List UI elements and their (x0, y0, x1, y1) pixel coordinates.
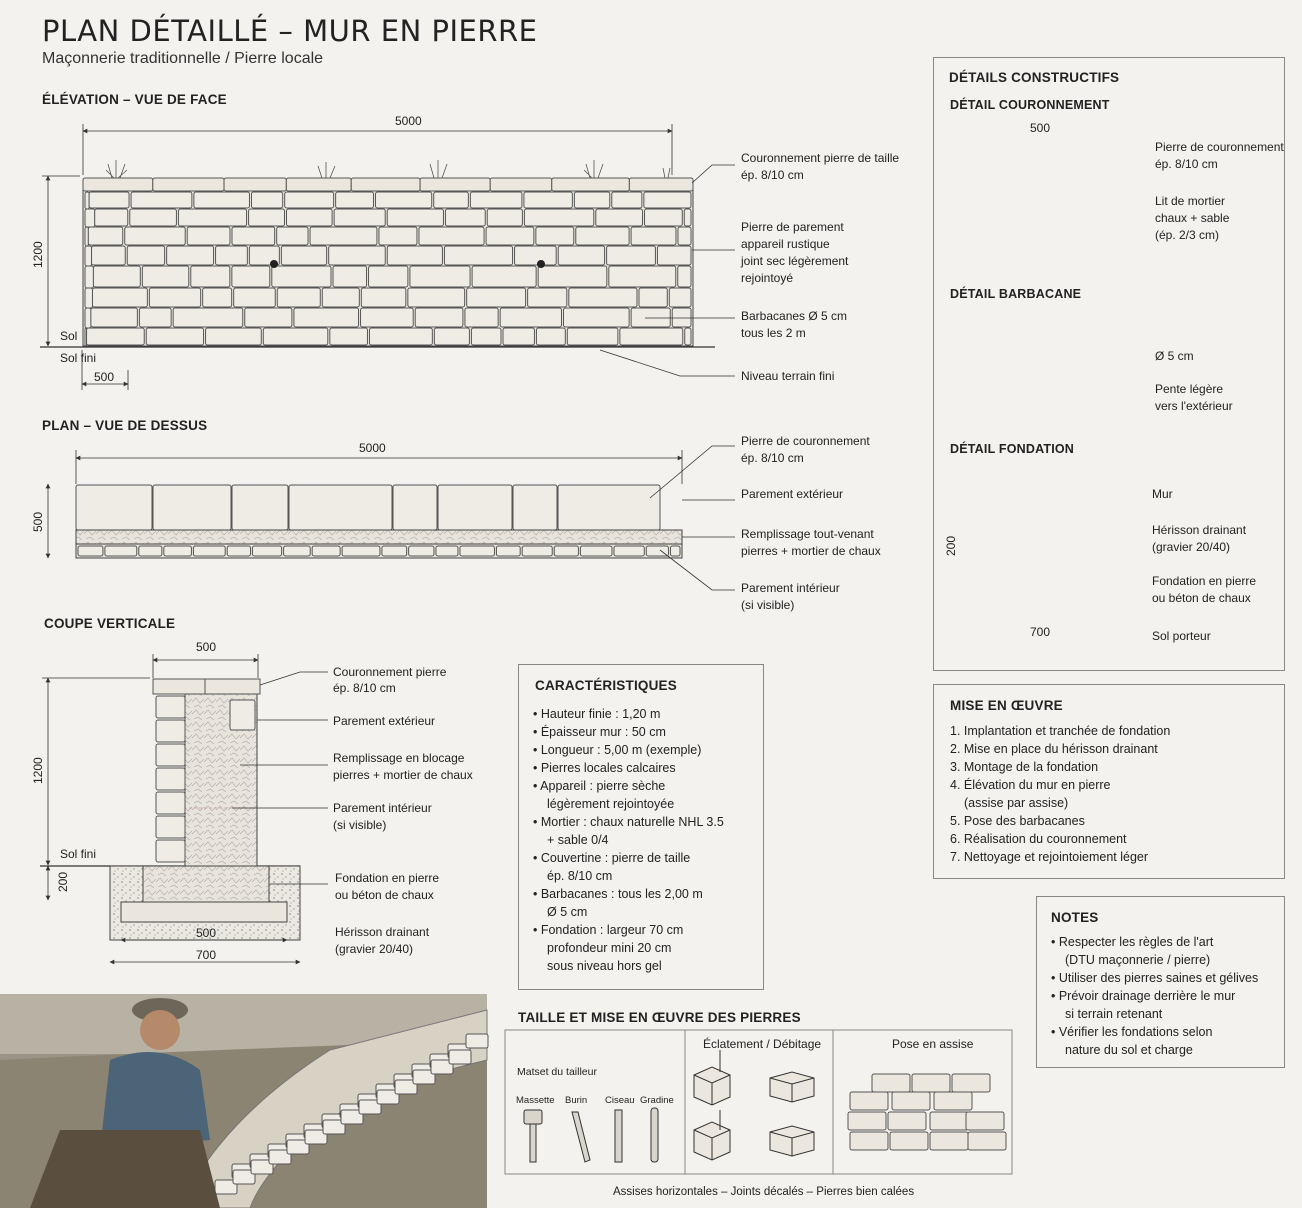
wall-stone (89, 192, 129, 208)
wall-stone (130, 209, 177, 226)
wall-stone (125, 227, 185, 245)
wall-stone (408, 288, 465, 307)
plan-stone (393, 485, 437, 530)
wall-stone (178, 209, 246, 226)
course-stone (968, 1132, 1006, 1150)
wall-stone (85, 209, 95, 227)
detail-coping-label: chaux + sable (1155, 211, 1230, 225)
elevation-dim-length: 5000 (395, 114, 422, 128)
plan-small-stone (580, 546, 612, 556)
wall-stone (471, 328, 501, 345)
elevation-label: Pierre de parement (741, 220, 844, 234)
wall-stone (524, 209, 593, 226)
wall-stone (277, 227, 308, 245)
plan-small-stone (78, 546, 103, 556)
list-item: • Appareil : pierre sèche (533, 779, 666, 793)
wall-stone (669, 288, 691, 307)
detail-foundation-label: Fondation en pierre (1152, 574, 1257, 588)
list-item: • Fondation : largeur 70 cm (533, 923, 684, 937)
wall-stone (536, 328, 565, 345)
elevation-label: rejointoyé (741, 271, 794, 285)
detail-foundation-dim-h: 200 (944, 535, 958, 556)
tool-label: Burin (565, 1095, 588, 1106)
elevation-sol: Sol (60, 329, 78, 343)
list-item: 7. Nettoyage et rejointoiement léger (950, 850, 1149, 864)
wall-stone (415, 308, 463, 327)
list-item: • Vérifier les fondations selon (1051, 1025, 1213, 1039)
page-subtitle: Maçonnerie traditionnelle / Pierre locale (42, 50, 324, 67)
wall-stone (294, 308, 359, 327)
detail-coping-heading: DÉTAIL COURONNEMENT (950, 98, 1110, 112)
wall-stone (329, 246, 386, 265)
wall-stone (245, 308, 292, 327)
stone-work-caption: Assises horizontales – Joints décalés – Pierres bien calées (613, 1186, 915, 1198)
plan-small-stone (496, 546, 520, 556)
wall-stone (310, 227, 377, 245)
wall-stone (149, 288, 200, 307)
wall-stone (191, 266, 230, 287)
wall-stone (612, 192, 642, 208)
wall-stone (139, 308, 171, 327)
plan-small-stone (646, 546, 668, 556)
section-stone (230, 700, 255, 730)
tools-panel-title: Matset du tailleur (517, 1066, 597, 1078)
list-item: 2. Mise en place du hérisson drainant (950, 742, 1158, 756)
wall-stone (330, 328, 368, 345)
wall-stone (567, 328, 618, 345)
plan-small-stone (164, 546, 192, 556)
plan-stone (232, 485, 288, 530)
detail-foundation-dim-w: 700 (1030, 625, 1051, 639)
wall-stone (576, 227, 629, 245)
plan-small-stone (522, 546, 552, 556)
detail-foundation-label: (gravier 20/40) (1152, 540, 1231, 554)
course-stone (850, 1132, 888, 1150)
wall-stone (410, 266, 470, 287)
wall-stone (287, 209, 333, 226)
plan-small-stone (312, 546, 340, 556)
list-item: • Mortier : chaux naturelle NHL 3.5 (533, 815, 724, 829)
wall-stone (85, 288, 93, 308)
coping-stone (552, 178, 630, 191)
plan-small-stone (460, 546, 494, 556)
course-stone (850, 1092, 888, 1110)
coursing-panel-title: Pose en assise (892, 1037, 974, 1051)
wall-stone (369, 266, 408, 287)
elevation-dim-base: 500 (94, 370, 115, 384)
wall-stone (639, 288, 667, 307)
wall-stone (574, 192, 609, 208)
wall-stone (678, 227, 691, 245)
wall-stone (263, 328, 328, 345)
mason-photo (0, 994, 488, 1208)
list-item: (assise par assise) (964, 796, 1069, 810)
section-label: (gravier 20/40) (335, 942, 414, 956)
detail-weephole-heading: DÉTAIL BARBACANE (950, 287, 1082, 301)
wall-stone (596, 209, 643, 226)
plan-label: Parement extérieur (741, 487, 844, 501)
wall-stone (376, 192, 432, 208)
plan-label: (si visible) (741, 598, 795, 612)
plan-small-stone (409, 546, 434, 556)
list-item: ép. 8/10 cm (547, 869, 613, 883)
wall-stone (379, 227, 417, 245)
list-item: profondeur mini 20 cm (547, 941, 672, 955)
wall-stone (92, 288, 147, 307)
plan-stone (76, 485, 152, 530)
plan-small-stone (139, 546, 162, 556)
section-stone (156, 768, 185, 790)
wall-stone (206, 328, 262, 345)
wall-stone (631, 308, 670, 327)
coping-stone (83, 178, 153, 191)
list-item: • Longueur : 5,00 m (exemple) (533, 743, 702, 757)
course-stone (872, 1074, 910, 1092)
section-stone (156, 720, 185, 742)
wall-stone (536, 227, 574, 245)
elevation-label: Barbacanes Ø 5 cm (741, 309, 848, 323)
coping-stone (420, 178, 490, 191)
list-item: si terrain retenant (1065, 1007, 1163, 1021)
wall-stone (684, 209, 691, 226)
detail-coping-label: Lit de mortier (1155, 194, 1226, 208)
wall-stone (419, 227, 484, 245)
wall-stone (322, 288, 359, 307)
photo-stone (466, 1034, 488, 1048)
wall-stone (87, 328, 145, 345)
detail-foundation-heading: DÉTAIL FONDATION (950, 442, 1075, 456)
section-stone (156, 744, 185, 766)
wall-stone (470, 192, 522, 208)
detail-foundation-label: Sol porteur (1152, 629, 1211, 643)
wall-stone (609, 266, 676, 287)
list-item: Ø 5 cm (547, 905, 588, 919)
elevation-heading: ÉLÉVATION – VUE DE FACE (42, 92, 227, 107)
splitting-panel-title: Éclatement / Débitage (703, 1037, 822, 1051)
detail-weephole-label: Ø 5 cm (1155, 349, 1194, 363)
wall-stone (361, 288, 406, 307)
coping-stone (629, 178, 693, 191)
wall-stone (487, 209, 522, 226)
course-stone (890, 1132, 928, 1150)
plan-label: Remplissage tout-venant (741, 527, 874, 541)
elevation-dim-height: 1200 (31, 241, 45, 268)
list-item: légèrement rejointoyée (547, 797, 675, 811)
wall-stone (272, 266, 331, 287)
tool-label: Ciseau (605, 1095, 635, 1106)
detail-foundation-label: Mur (1152, 487, 1173, 501)
list-item: • Prévoir drainage derrière le mur (1051, 989, 1236, 1003)
list-item: • Hauteur finie : 1,20 m (533, 707, 661, 721)
plan-small-stone (252, 546, 281, 556)
list-item: • Barbacanes : tous les 2,00 m (533, 887, 703, 901)
elevation-drawing (40, 124, 735, 390)
wall-stone (369, 328, 432, 345)
tool-label: Massette (516, 1095, 555, 1106)
wall-stone (95, 209, 128, 226)
wall-stone (645, 209, 683, 226)
section-label: ou béton de chaux (335, 888, 434, 902)
section-stone (156, 696, 185, 718)
details-heading: DÉTAILS CONSTRUCTIFS (949, 70, 1120, 85)
section-dim-foundation-width: 500 (196, 926, 217, 940)
wall-stone (85, 266, 93, 288)
wall-stone (203, 288, 232, 307)
list-item: sous niveau hors gel (547, 959, 662, 973)
detail-coping-dim: 500 (1030, 121, 1051, 135)
plan-stone (289, 485, 392, 530)
wall-stone (657, 246, 691, 265)
implementation-heading: MISE EN ŒUVRE (950, 698, 1063, 713)
course-stone (888, 1112, 926, 1130)
wall-stone (515, 246, 557, 265)
detail-coping-label: ép. 8/10 cm (1155, 157, 1218, 171)
plan-drawing (48, 446, 735, 590)
section-stone (156, 816, 185, 838)
list-item: (DTU maçonnerie / pierre) (1065, 953, 1211, 967)
wall-stone (85, 192, 89, 209)
course-stone (892, 1092, 930, 1110)
wall-stone (232, 227, 275, 245)
wall-stone (503, 328, 534, 345)
stone-work-heading: TAILLE ET MISE EN ŒUVRE DES PIERRES (518, 1010, 801, 1025)
section-stone (156, 840, 185, 862)
list-item: 4. Élévation du mur en pierre (950, 778, 1111, 792)
wall-stone (336, 192, 374, 208)
wall-stone (85, 308, 91, 328)
coping-stone (490, 178, 552, 191)
list-item: nature du sol et charge (1065, 1043, 1193, 1057)
wall-stone (434, 192, 469, 208)
wall-stone (672, 308, 691, 327)
wall-stone (334, 209, 385, 226)
section-label: Couronnement pierre (333, 665, 447, 679)
elevation-label: tous les 2 m (741, 326, 806, 340)
list-item: 5. Pose des barbacanes (950, 814, 1085, 828)
course-stone (930, 1132, 968, 1150)
section-label: pierres + mortier de chaux (333, 768, 473, 782)
wall-stone (387, 209, 443, 226)
wall-stone (538, 266, 607, 287)
plan-small-stone (105, 546, 137, 556)
plan-small-stone (227, 546, 250, 556)
detail-weephole-label: vers l'extérieur (1155, 399, 1233, 413)
wall-stone (607, 246, 656, 265)
section-label: Hérisson drainant (335, 925, 430, 939)
course-stone (952, 1074, 990, 1092)
wall-stone (127, 246, 164, 265)
wall-stone (361, 308, 414, 327)
plan-label: pierres + mortier de chaux (741, 544, 881, 558)
section-label: Remplissage en blocage (333, 751, 465, 765)
plan-small-stone (284, 546, 311, 556)
section-dim-height: 1200 (31, 757, 45, 784)
notes-panel (1036, 896, 1285, 1068)
coping-stone (224, 178, 286, 191)
list-item: • Utiliser des pierres saines et gélives (1051, 971, 1259, 985)
section-label: Parement extérieur (333, 714, 436, 728)
wall-stone (281, 246, 326, 265)
coping-stone (153, 178, 224, 191)
plan-label: Pierre de couronnement (741, 434, 870, 448)
wall-stone (234, 288, 276, 307)
section-dim-herisson-width: 700 (196, 948, 217, 962)
wall-stone (251, 192, 282, 208)
detail-coping-label: (ép. 2/3 cm) (1155, 228, 1220, 242)
elevation-label: Niveau terrain fini (741, 369, 835, 383)
plan-dim-length: 5000 (359, 441, 386, 455)
elevation-sol-fini: Sol fini (60, 351, 97, 365)
section-label: Fondation en pierre (335, 871, 440, 885)
wall-stone (91, 308, 138, 327)
section-heading: COUPE VERTICALE (44, 616, 176, 631)
list-item: • Épaisseur mur : 50 cm (533, 725, 666, 739)
section-dim-foundation-height: 200 (56, 871, 70, 892)
wall-stone (142, 266, 188, 287)
section-label: (si visible) (333, 818, 387, 832)
section-label: ép. 8/10 cm (333, 681, 396, 695)
wall-stone (88, 227, 122, 245)
wall-stone (528, 288, 567, 307)
wall-stone (434, 328, 469, 345)
wall-stone (277, 288, 320, 307)
plan-dim-width: 500 (31, 511, 45, 532)
wall-stone (444, 246, 512, 265)
coping-stone (286, 178, 351, 191)
characteristics-heading: CARACTÉRISTIQUES (535, 678, 677, 693)
wall-stone (194, 192, 250, 208)
plan-stone (153, 485, 231, 530)
wall-stone (500, 308, 561, 327)
wall-stone (524, 192, 572, 208)
section-stone (156, 792, 185, 814)
tool-label: Gradine (640, 1095, 674, 1106)
wall-stone (631, 227, 676, 245)
list-item: 6. Réalisation du couronnement (950, 832, 1127, 846)
wall-stone (249, 209, 285, 226)
plan-small-stone (193, 546, 225, 556)
photo-stone (449, 1050, 471, 1064)
wall-stone (569, 288, 637, 307)
wall-stone (146, 328, 203, 345)
course-stone (966, 1112, 1004, 1130)
wall-stone (445, 209, 485, 226)
plan-heading: PLAN – VUE DE DESSUS (42, 418, 208, 433)
notes-heading: NOTES (1051, 910, 1099, 925)
wall-stone (558, 246, 604, 265)
plan-small-stone (614, 546, 644, 556)
coping-stone (351, 178, 420, 191)
detail-coping-label: Pierre de couronnement (1155, 140, 1284, 154)
wall-stone (285, 192, 334, 208)
wall-stone (216, 246, 248, 265)
wall-stone (685, 328, 691, 345)
course-stone (912, 1074, 950, 1092)
characteristics-panel (518, 664, 764, 990)
plan-small-stone (342, 546, 380, 556)
wall-stone (563, 308, 629, 327)
list-item: + sable 0/4 (547, 833, 609, 847)
course-stone (848, 1112, 886, 1130)
wall-stone (678, 266, 691, 287)
page-title: PLAN DÉTAILLÉ – MUR EN PIERRE (42, 14, 538, 48)
section-drawing (40, 654, 328, 962)
wall-stone (93, 266, 140, 287)
wall-stone (232, 266, 270, 287)
wall-stone (187, 227, 230, 245)
elevation-label: joint sec légèrement (741, 254, 849, 268)
wall-stone (465, 308, 498, 327)
wall-stone (620, 328, 683, 345)
plan-stone (558, 485, 660, 530)
wall-stone (92, 246, 126, 265)
wall-stone (644, 192, 691, 208)
wall-stone (333, 266, 367, 287)
list-item: 1. Implantation et tranchée de fondation (950, 724, 1171, 738)
wall-stone (131, 192, 192, 208)
plan-small-stone (554, 546, 578, 556)
plan-label: ép. 8/10 cm (741, 451, 804, 465)
detail-foundation-label: Hérisson drainant (1152, 523, 1247, 537)
wall-stone (472, 266, 536, 287)
implementation-panel (933, 684, 1285, 879)
elevation-label: Couronnement pierre de taille (741, 151, 900, 165)
wall-stone (167, 246, 214, 265)
plan-small-stone (436, 546, 458, 556)
course-stone (930, 1112, 968, 1130)
plan-label: Parement intérieur (741, 581, 840, 595)
list-item: • Respecter les règles de l'art (1051, 935, 1214, 949)
elevation-label: appareil rustique (741, 237, 830, 251)
plan-stone (438, 485, 512, 530)
wall-stone (467, 288, 526, 307)
wall-stone (387, 246, 442, 265)
list-item: 3. Montage de la fondation (950, 760, 1099, 774)
list-item: • Pierres locales calcaires (533, 761, 676, 775)
section-dim-top: 500 (196, 640, 217, 654)
section-sol-fini: Sol fini (60, 847, 97, 861)
plan-small-stone (670, 546, 680, 556)
detail-foundation-label: ou béton de chaux (1152, 591, 1251, 605)
plan-small-stone (382, 546, 407, 556)
wall-stone (173, 308, 243, 327)
section-label: Parement intérieur (333, 801, 432, 815)
wall-stone (85, 246, 92, 266)
plan-stone (513, 485, 557, 530)
wall-stone (486, 227, 534, 245)
elevation-label: ép. 8/10 cm (741, 168, 804, 182)
detail-weephole-label: Pente légère (1155, 382, 1224, 396)
list-item: • Couvertine : pierre de taille (533, 851, 691, 865)
course-stone (934, 1092, 972, 1110)
